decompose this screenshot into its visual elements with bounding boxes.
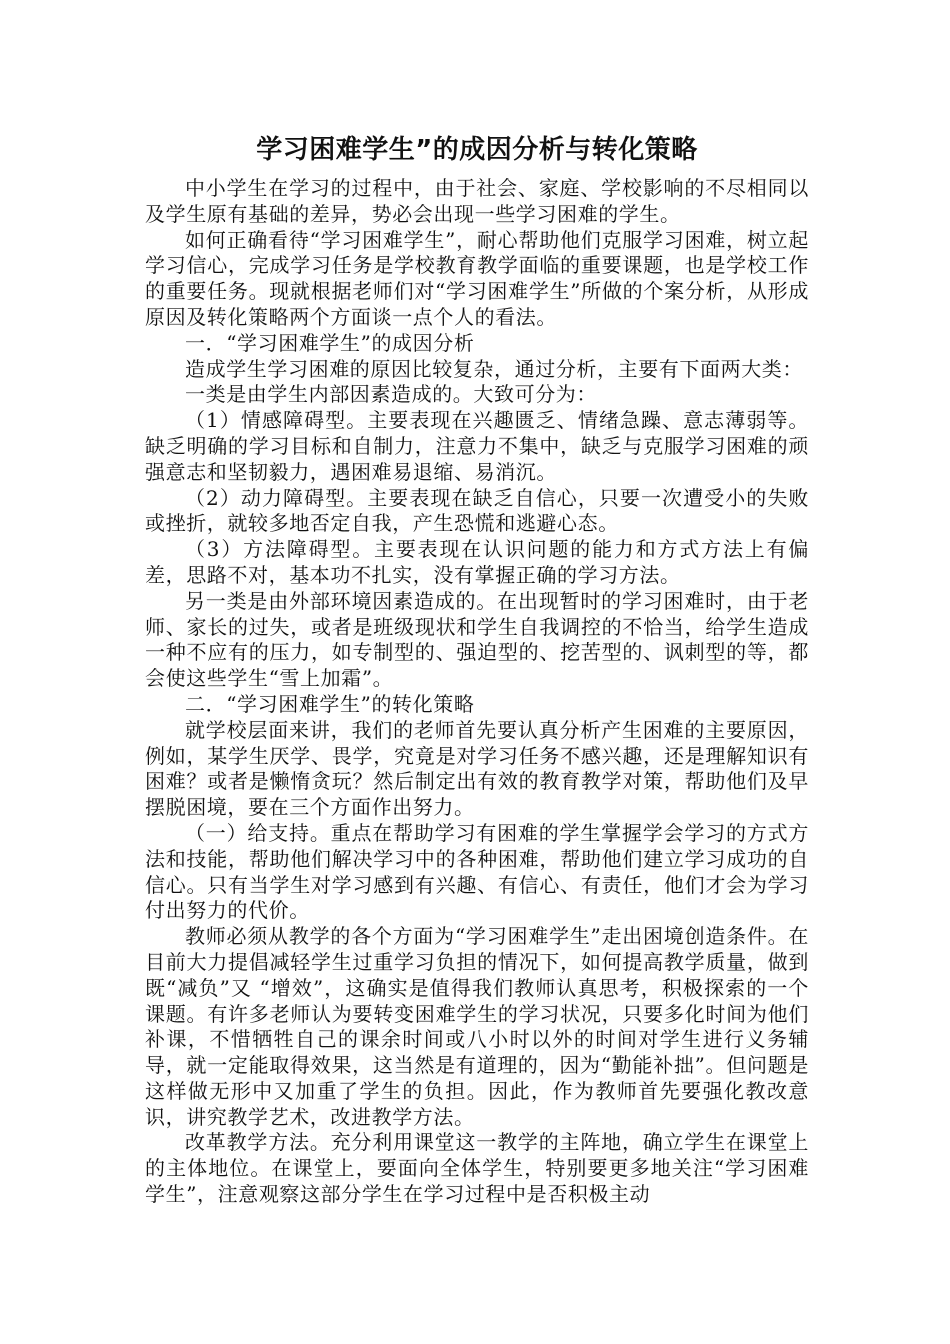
- list-item: （3）方法障碍型。主要表现在认识问题的能力和方式方法上有偏差，思路不对，基本功不扎实，没有掌握正确的学习方法。: [145, 537, 809, 587]
- document-title: 学习困难学生”的成因分析与转化策略: [256, 135, 698, 165]
- paragraph: 如何正确看待“学习困难学生”，耐心帮助他们克服学习困难，树立起学习信心，完成学习任务是学校教育教学面临的重要课题，也是学校工作的重要任务。现就根据老师们对“学习困难学生”所做的个案分析，从形成原因及转化策略两个方面谈一点个人的看法。: [145, 227, 809, 329]
- paragraph: （一）给支持。重点在帮助学习有困难的学生掌握学会学习的方式方法和技能，帮助他们解决学习中的各种困难，帮助他们建立学习成功的自信心。只有当学生对学习感到有兴趣、有信心、有责任，他们才会为学习付出努力的代价。: [145, 820, 809, 923]
- document-page: [145, 124, 809, 1208]
- paragraph: 一类是由学生内部因素造成的。大致可分为：: [185, 382, 597, 407]
- list-item: （1）情感障碍型。主要表现在兴趣匮乏、情绪急躁、意志薄弱等。缺乏明确的学习目标和自制力，注意力不集中，缺乏与克服学习困难的顽强意志和坚韧毅力，遇困难易退缩、易消沉。: [145, 408, 809, 484]
- paragraph: 教师必须从教学的各个方面为“学习困难学生”走出困境创造条件。在目前大力提倡减轻学生过重学习负担的情况下，如何提高教学质量，做到既“减负”又 “增效”，这确实是值得我们教师认真思考，积极探索的一个课题。有许多老师认为要转变困难学生的学习状况，只要多化时间为他们补课，不惜牺牲自己的课余时间或八小时以外的时间对学生进行义务辅导，就一定能取得效果，这当然是有道理的，因为“勤能补拙”。但问题是这样做无形中又加重了学生的负担。因此，作为教师首先要强化教改意识，讲究教学艺术，改进教学方法。: [145, 924, 809, 1129]
- list-item: （2）动力障碍型。主要表现在缺乏自信心，只要一次遭受小的失败或挫折，就较多地否定自我，产生恐慌和逃避心态。: [145, 485, 809, 536]
- paragraph: 造成学生学习困难的原因比较复杂，通过分析，主要有下面两大类：: [185, 356, 803, 381]
- paragraph: 改革教学方法。充分利用课堂这一教学的主阵地，确立学生在课堂上的主体地位。在课堂上，要面向全体学生，特别要更多地关注“学习困难学生”，注意观察这部分学生在学习过程中是否积极主动: [145, 1130, 809, 1207]
- paragraph: 中小学生在学习的过程中，由于社会、家庭、学校影响的不尽相同以及学生原有基础的差异，势必会出现一些学习困难的学生。: [145, 176, 809, 226]
- section-heading: 二．“学习困难学生”的转化策略: [185, 691, 475, 716]
- paragraph: 就学校层面来讲，我们的老师首先要认真分析产生困难的主要原因，例如，某学生厌学、畏学，究竟是对学习任务不感兴趣，还是理解知识有困难？或者是懒惰贪玩？然后制定出有效的教育教学对策，帮助他们及早摆脱困境，要在三个方面作出努力。: [145, 717, 809, 820]
- section-heading: 一．“学习困难学生”的成因分析: [185, 330, 475, 355]
- paragraph: 另一类是由外部环境因素造成的。在出现暂时的学习困难时，由于老师、家长的过失，或者是班级现状和学生自我调控的不恰当，给学生造成一种不应有的压力，如专制型的、强迫型的、挖苦型的、讽刺型的等，都会使这些学生“雪上加霜”。: [145, 588, 809, 691]
